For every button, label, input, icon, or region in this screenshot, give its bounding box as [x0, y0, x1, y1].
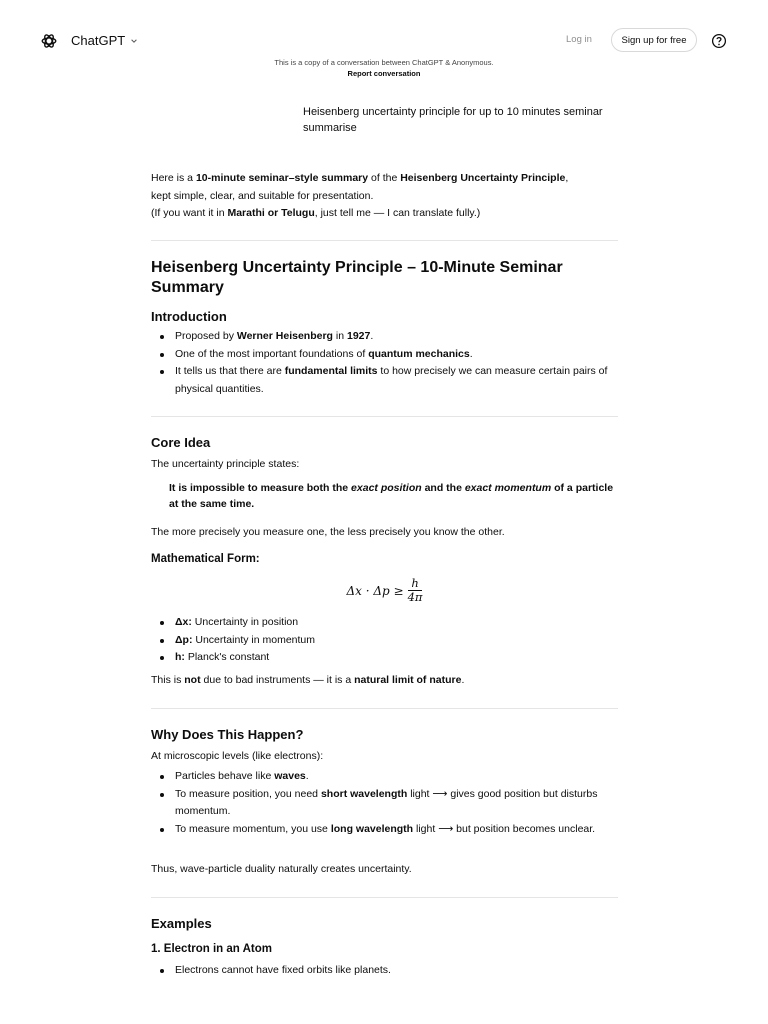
list-item — [175, 614, 618, 632]
text: This is — [151, 674, 185, 686]
text: Planck's constant — [184, 651, 270, 663]
text: of the — [368, 172, 401, 184]
openai-logo-icon[interactable] — [40, 32, 58, 50]
why-heading: Why Does This Happen? — [151, 727, 304, 742]
list-item — [175, 363, 618, 398]
divider — [151, 416, 618, 417]
shared-conversation-note — [0, 57, 768, 79]
text: One of the most important foundations of — [175, 347, 369, 360]
math-heading: Mathematical Form: — [151, 553, 260, 565]
brand-label: ChatGPT — [71, 33, 126, 48]
list-item — [175, 768, 618, 786]
bold-text: Δp: — [175, 633, 193, 646]
bold-text: natural limit of nature — [354, 674, 462, 686]
bold-text: Werner Heisenberg — [236, 330, 333, 342]
list-item — [175, 346, 618, 364]
core-idea-heading: Core Idea — [151, 435, 211, 450]
model-selector[interactable] — [71, 33, 138, 48]
chevron-down-icon — [130, 37, 138, 45]
text: Proposed by — [175, 330, 237, 342]
bold-text: Heisenberg Uncertainty Principle — [400, 172, 566, 184]
formula-denominator: 4π — [407, 590, 423, 604]
text: To measure position, you need — [175, 787, 321, 800]
core-states: The uncertainty principle states: — [151, 458, 300, 470]
divider — [151, 708, 618, 709]
text: Uncertainty in momentum — [192, 633, 316, 646]
text: light ⟶ gives good position but disturbs momentum. — [175, 787, 598, 817]
why-list — [151, 768, 618, 838]
text: , — [565, 172, 569, 184]
text: Uncertainty in position — [191, 616, 299, 628]
text: due to bad instruments — it is a — [200, 674, 355, 686]
why-thus: Thus, wave-particle duality naturally creates uncertainty. — [151, 863, 412, 875]
list-item — [175, 821, 618, 839]
bold-text: waves — [274, 770, 306, 782]
list-item — [175, 649, 618, 667]
bold-text: long wavelength — [330, 822, 414, 835]
text: in — [332, 330, 347, 342]
list-item: Electrons cannot have fixed orbits like planets. — [175, 962, 618, 980]
bold-text: Marathi or Telugu — [227, 207, 315, 219]
italic-text: exact position — [351, 482, 422, 494]
intro-paragraph — [151, 170, 568, 223]
text: . — [469, 347, 473, 360]
math-symbols-list — [151, 614, 618, 667]
text: It is impossible to measure both the — [169, 482, 352, 494]
bold-text: 1927 — [346, 330, 371, 342]
list-item — [175, 328, 618, 346]
formula-lhs: Δx · Δp ≥ — [346, 583, 404, 598]
text: It tells us that there are — [175, 365, 285, 377]
italic-text: exact momentum — [464, 482, 552, 494]
text: Here is a — [151, 172, 196, 184]
text: to how precisely we can measure certain pairs of physical quantities. — [175, 365, 608, 395]
example-1-list — [151, 962, 618, 980]
summary-title: Heisenberg Uncertainty Principle – 10-Minute Seminar Summary — [151, 259, 563, 296]
text: To measure momentum, you use — [175, 822, 331, 835]
text: , just tell me — I can translate fully.) — [314, 207, 481, 219]
bold-text: 10-minute seminar–style summary — [195, 172, 369, 184]
text: Particles behave like — [175, 770, 275, 782]
why-lead: At microscopic levels (like electrons): — [151, 750, 324, 762]
bold-text: fundamental limits — [284, 365, 378, 377]
examples-heading: Examples — [151, 916, 212, 931]
bold-text: short wavelength — [320, 787, 408, 800]
list-item — [175, 786, 618, 821]
text: . — [461, 674, 465, 686]
user-message: Heisenberg uncertainty principle for up to 10 minutes seminar summarise — [303, 106, 603, 134]
text: and the — [421, 482, 465, 494]
divider — [151, 897, 618, 898]
list-item — [175, 632, 618, 650]
divider — [151, 240, 618, 241]
math-note — [151, 672, 464, 690]
copy-note-text: This is a copy of a conversation between ChatGPT & Anonymous. — [274, 58, 494, 67]
text: of a particle at the same time. — [169, 482, 614, 510]
example-1-heading: 1. Electron in an Atom — [151, 943, 272, 955]
bold-text: Δx: — [175, 616, 192, 628]
core-more: The more precisely you measure one, the less precisely you know the other. — [151, 526, 505, 538]
formula-numerator: h — [408, 577, 421, 591]
text: . — [370, 330, 374, 342]
signup-button[interactable]: Sign up for free — [611, 28, 697, 52]
bold-text: not — [184, 674, 201, 686]
login-button[interactable]: Log in — [566, 34, 592, 45]
report-conversation-link[interactable]: Report conversation — [347, 69, 421, 78]
introduction-heading: Introduction — [151, 309, 227, 324]
text: light ⟶ but position becomes unclear. — [413, 822, 596, 835]
text: (If you want it in — [151, 207, 228, 219]
help-icon[interactable] — [711, 33, 727, 49]
introduction-list — [151, 328, 618, 398]
uncertainty-formula — [151, 577, 618, 604]
formula-fraction — [408, 577, 423, 604]
text: kept simple, clear, and suitable for presentation. — [151, 189, 374, 202]
bold-text: h: — [175, 651, 185, 663]
principle-quote — [151, 481, 618, 512]
bold-text: quantum mechanics — [368, 347, 470, 360]
text: . — [305, 770, 309, 782]
